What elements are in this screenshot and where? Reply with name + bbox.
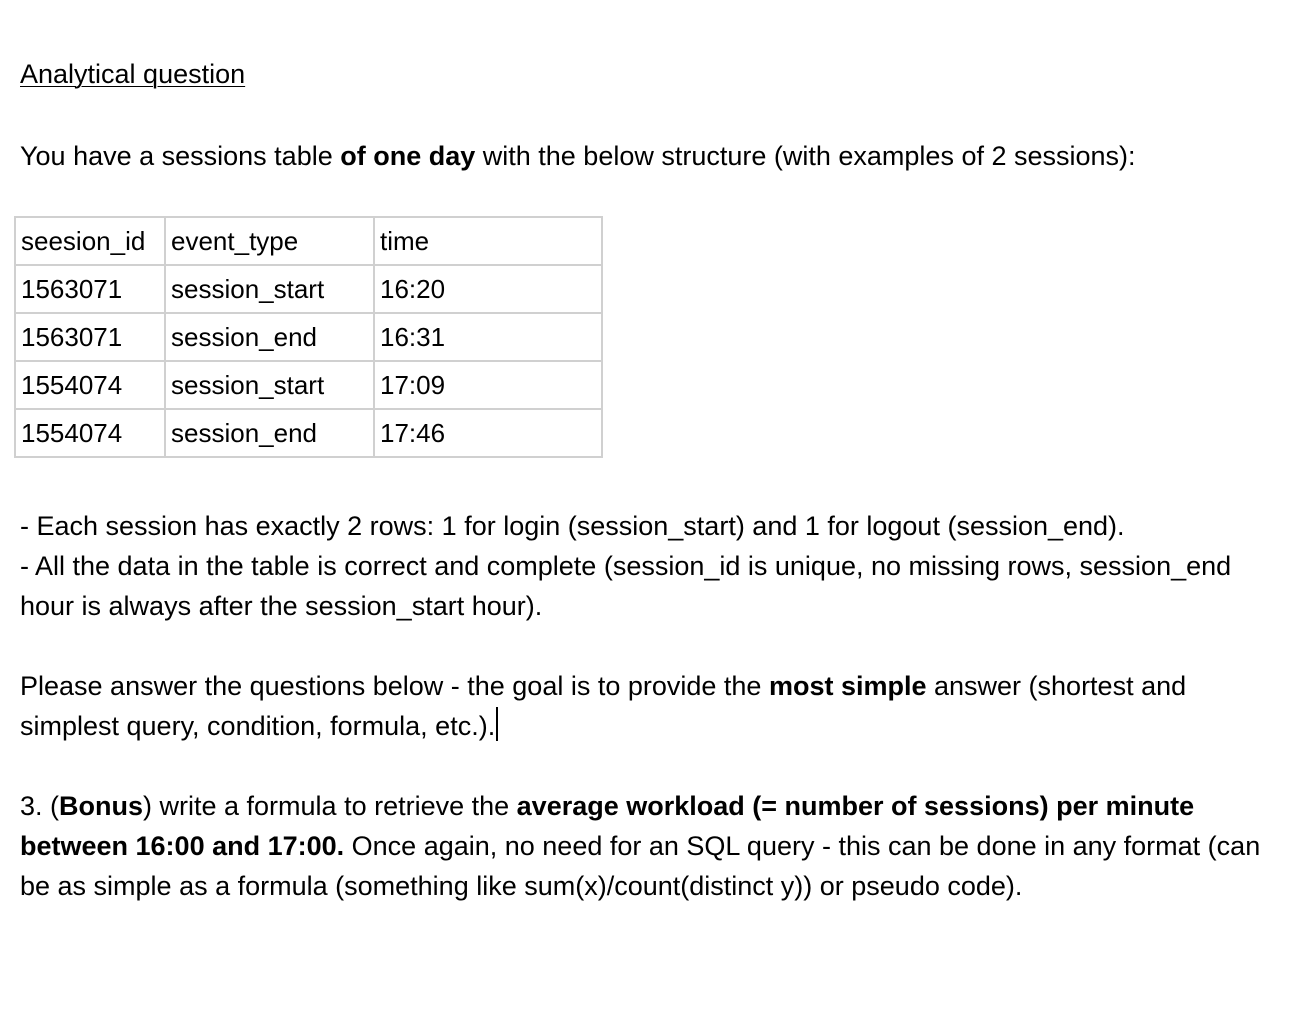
- header-cell-time: time: [374, 217, 602, 265]
- table-row: [15, 409, 602, 457]
- note-line-1: - Each session has exactly 2 rows: 1 for login (session_start) and 1 for logout (session_end).: [20, 511, 1125, 541]
- intro-text-bold: of one day: [340, 141, 476, 171]
- table-row: [15, 313, 602, 361]
- text-cursor: [496, 707, 498, 741]
- header-cell-event-type: event_type: [165, 217, 374, 265]
- table-cell: 1554074: [15, 409, 165, 457]
- document-page: [20, 56, 1290, 901]
- table-cell: 16:31: [374, 313, 602, 361]
- notes-block: [20, 506, 1290, 626]
- request-paragraph[interactable]: [20, 666, 1260, 746]
- bonus-bold-part: average workload (= number of sessions) per minute between 16:00 and 17:00.: [20, 791, 1195, 861]
- table-cell: session_start: [165, 361, 374, 409]
- table-cell: session_start: [165, 265, 374, 313]
- bonus-mid: ) write a formula to retrieve the: [143, 791, 517, 821]
- bonus-after: Once again, no need for an SQL query - this can be done in any format (can be as simple as a formula (something like sum(x)/count(distinct y)) or pseudo code).: [20, 831, 1261, 901]
- table-cell: session_end: [165, 409, 374, 457]
- table-cell: 1563071: [15, 313, 165, 361]
- header-cell-session-id: seesion_id: [15, 217, 165, 265]
- table-cell: 1563071: [15, 265, 165, 313]
- request-text-before: Please answer the questions below - the goal is to provide the: [20, 671, 769, 701]
- table-header-row: [15, 217, 602, 265]
- sessions-table: [14, 216, 603, 458]
- table-cell: 17:46: [374, 409, 602, 457]
- request-text-after: answer (shortest and simplest query, condition, formula, etc.).: [20, 671, 1187, 741]
- table-row: [15, 361, 602, 409]
- intro-text-after: with the below structure (with examples of 2 sessions):: [475, 141, 1136, 171]
- bonus-prefix: 3. (: [20, 791, 60, 821]
- intro-paragraph: [20, 136, 1290, 176]
- table-cell: 16:20: [374, 265, 602, 313]
- bonus-question: [20, 786, 1280, 906]
- bonus-word: Bonus: [59, 791, 144, 821]
- section-heading: Analytical question: [20, 59, 246, 89]
- intro-text-before: You have a sessions table: [20, 141, 341, 171]
- note-line-2: - All the data in the table is correct and complete (session_id is unique, no missing rows, session_end hour is always after the session_start hour).: [20, 551, 1232, 621]
- table-cell: 17:09: [374, 361, 602, 409]
- table-cell: 1554074: [15, 361, 165, 409]
- request-text-bold: most simple: [768, 671, 927, 701]
- table-cell: session_end: [165, 313, 374, 361]
- table-row: [15, 265, 602, 313]
